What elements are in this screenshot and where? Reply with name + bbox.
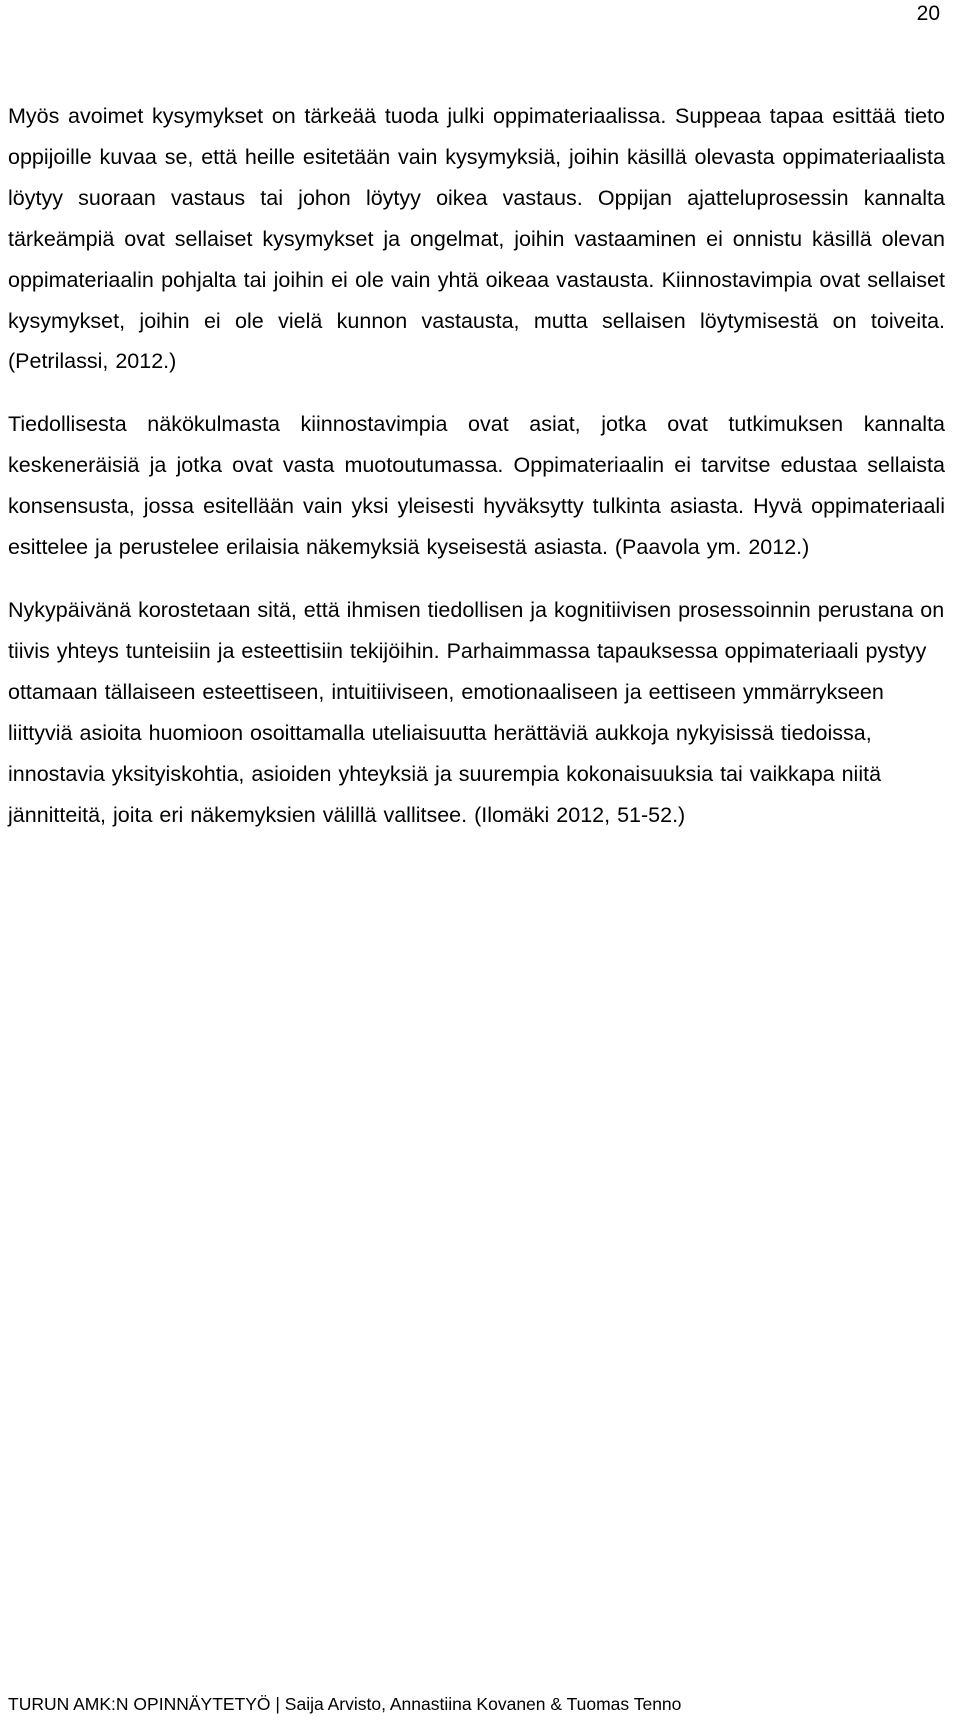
- page-number: 20: [916, 2, 940, 25]
- paragraph-1: Myös avoimet kysymykset on tärkeää tuoda julki oppimateriaalissa. Suppeaa tapaa esittää tieto oppijoille kuvaa se, että heille esitetään vain kysymyksiä, joihin käsillä olevasta oppimateriaalista löytyy suoraan vastaus tai johon löytyy oikea vastaus. Oppijan ajatteluprosessin kannalta tärkeämpiä ovat sellaiset kysymykset ja ongelmat, joihin vastaaminen ei onnistu käsillä olevan oppimateriaalin pohjalta tai joihin ei ole vain yhtä oikeaa vastausta. Kiinnostavimpia ovat sellaiset kysymykset, joihin ei ole vielä kunnon vastausta, mutta sellaisen löytymisestä on toiveita. (Petrilassi, 2012.): [8, 104, 945, 374]
- paragraph-3: Nykypäivänä korostetaan sitä, että ihmisen tiedollisen ja kognitiivisen prosessoinnin perustana on tiivis yhteys tunteisiin ja esteettisiin tekijöihin. Parhaimmassa tapauksessa oppimateriaali pystyy ottamaan tällaiseen esteettiseen, intuitiiviseen, emotionaaliseen ja eettiseen ymmärrykseen liittyviä asioita huomioon osoittamalla uteliaisuutta herättäviä aukkoja nykyisissä tiedoissa, innostavia yksityiskohtia, asioiden yhteyksiä ja suurempia kokonaisuuksia tai vaikkapa niitä jännitteitä, joita eri näkemyksien välillä vallitsee. (Ilomäki 2012, 51-52.): [8, 597, 945, 827]
- document-body: [8, 96, 945, 857]
- page-footer: TURUN AMK:N OPINNÄYTETYÖ | Saija Arvisto, Annastiina Kovanen & Tuomas Tenno: [8, 1694, 682, 1714]
- paragraph-2: Tiedollisesta näkökulmasta kiinnostavimpia ovat asiat, jotka ovat tutkimuksen kannalta keskeneräisiä ja jotka ovat vasta muotoutumassa. Oppimateriaalin ei tarvitse edustaa sellaista konsensusta, jossa esitellään vain yksi yleisesti hyväksytty tulkinta asiasta. Hyvä oppimateriaali esittelee ja perustelee erilaisia näkemyksiä kyseisestä asiasta. (Paavola ym. 2012.): [8, 412, 945, 560]
